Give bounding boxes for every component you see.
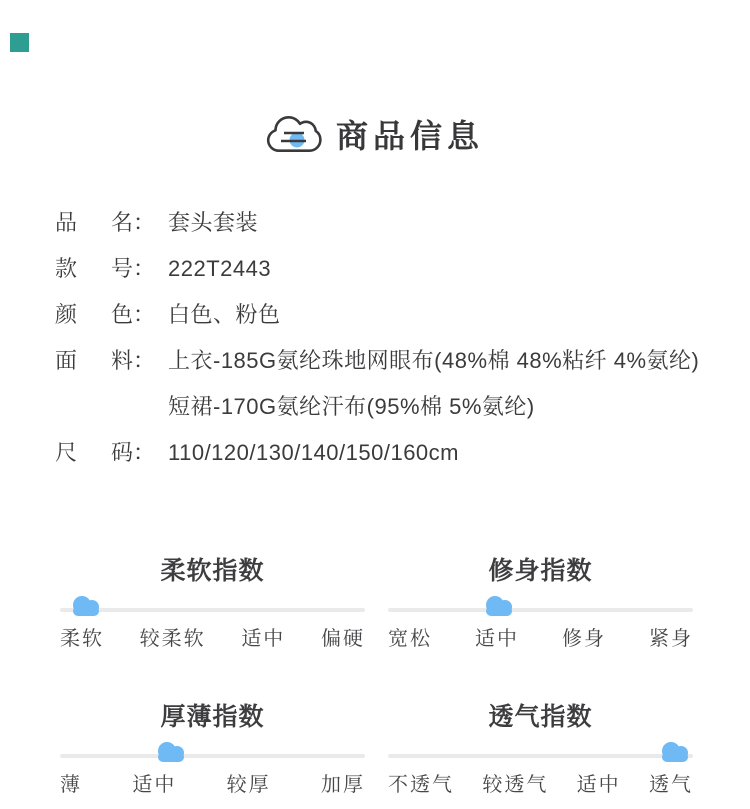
section-header	[0, 0, 750, 158]
scale-label: 较柔软	[139, 628, 206, 650]
index-scale	[388, 700, 693, 798]
info-row-label: 尺码	[55, 440, 133, 465]
scale-track	[60, 608, 365, 612]
scale-label: 修身	[562, 628, 606, 650]
info-row-value: 短裙-170G氨纶汗布(95%棉 5%氨纶)	[168, 394, 535, 419]
scale-label: 适中	[241, 628, 286, 650]
scale-labels	[60, 772, 365, 798]
cloud-marker-icon	[658, 741, 692, 763]
scale-label: 较厚	[226, 774, 271, 796]
info-row-colon: ：	[133, 302, 156, 327]
cloud-marker-icon	[482, 595, 516, 617]
info-row-value: 套头套装	[168, 210, 259, 235]
info-row	[55, 246, 750, 292]
info-row-label: 颜色	[55, 302, 133, 327]
scale-label: 适中	[576, 774, 621, 796]
info-row-value: 上衣-185G氨纶珠地网眼布(48%棉 48%粘纤 4%氨纶)	[168, 348, 700, 373]
index-scale	[60, 554, 365, 652]
scale-track	[388, 608, 693, 612]
scale-label: 柔软	[60, 628, 104, 650]
scale-label: 适中	[132, 774, 177, 796]
index-scales	[60, 554, 750, 798]
scale-label: 宽松	[388, 628, 432, 650]
info-row-label: 款号	[55, 256, 133, 281]
corner-tag	[10, 33, 29, 52]
scale-labels	[60, 626, 365, 652]
scale-label: 紧身	[649, 628, 693, 650]
cloud-marker-icon	[154, 741, 188, 763]
info-row	[55, 338, 750, 384]
info-row-label: 品名	[55, 210, 133, 235]
scale-label: 薄	[60, 774, 82, 796]
scale-label: 较透气	[482, 774, 549, 796]
info-row	[55, 200, 750, 246]
scale-title: 修身指数	[488, 557, 593, 585]
info-row-value: 白色、粉色	[168, 302, 281, 327]
scale-label: 适中	[475, 628, 519, 650]
page-title: 商品信息	[335, 118, 484, 154]
scale-label: 偏硬	[320, 628, 365, 650]
info-row-value: 110/120/130/140/150/160cm	[168, 440, 459, 465]
info-row-colon: ：	[133, 440, 156, 465]
info-row-label: 面料	[55, 348, 133, 373]
info-row-colon: ：	[133, 256, 156, 281]
product-info-list	[55, 200, 750, 476]
info-row	[55, 384, 750, 430]
scale-labels	[388, 626, 693, 652]
scale-track	[60, 754, 365, 758]
info-row-colon: ：	[133, 348, 156, 373]
scale-label: 加厚	[320, 774, 365, 796]
scale-label: 透气	[648, 774, 693, 796]
scale-title: 透气指数	[488, 703, 593, 731]
index-scale	[388, 554, 693, 652]
info-row	[55, 292, 750, 338]
cloud-marker-icon	[69, 595, 103, 617]
scale-label: 不透气	[388, 774, 454, 796]
info-row	[55, 430, 750, 476]
info-row-value: 222T2443	[168, 256, 272, 281]
info-row-colon: ：	[133, 210, 156, 235]
scale-title: 柔软指数	[160, 557, 265, 585]
scale-title: 厚薄指数	[160, 703, 265, 731]
scale-track	[388, 754, 693, 758]
cloud-list-icon	[266, 110, 322, 158]
scale-labels	[388, 772, 693, 798]
index-scale	[60, 700, 365, 798]
